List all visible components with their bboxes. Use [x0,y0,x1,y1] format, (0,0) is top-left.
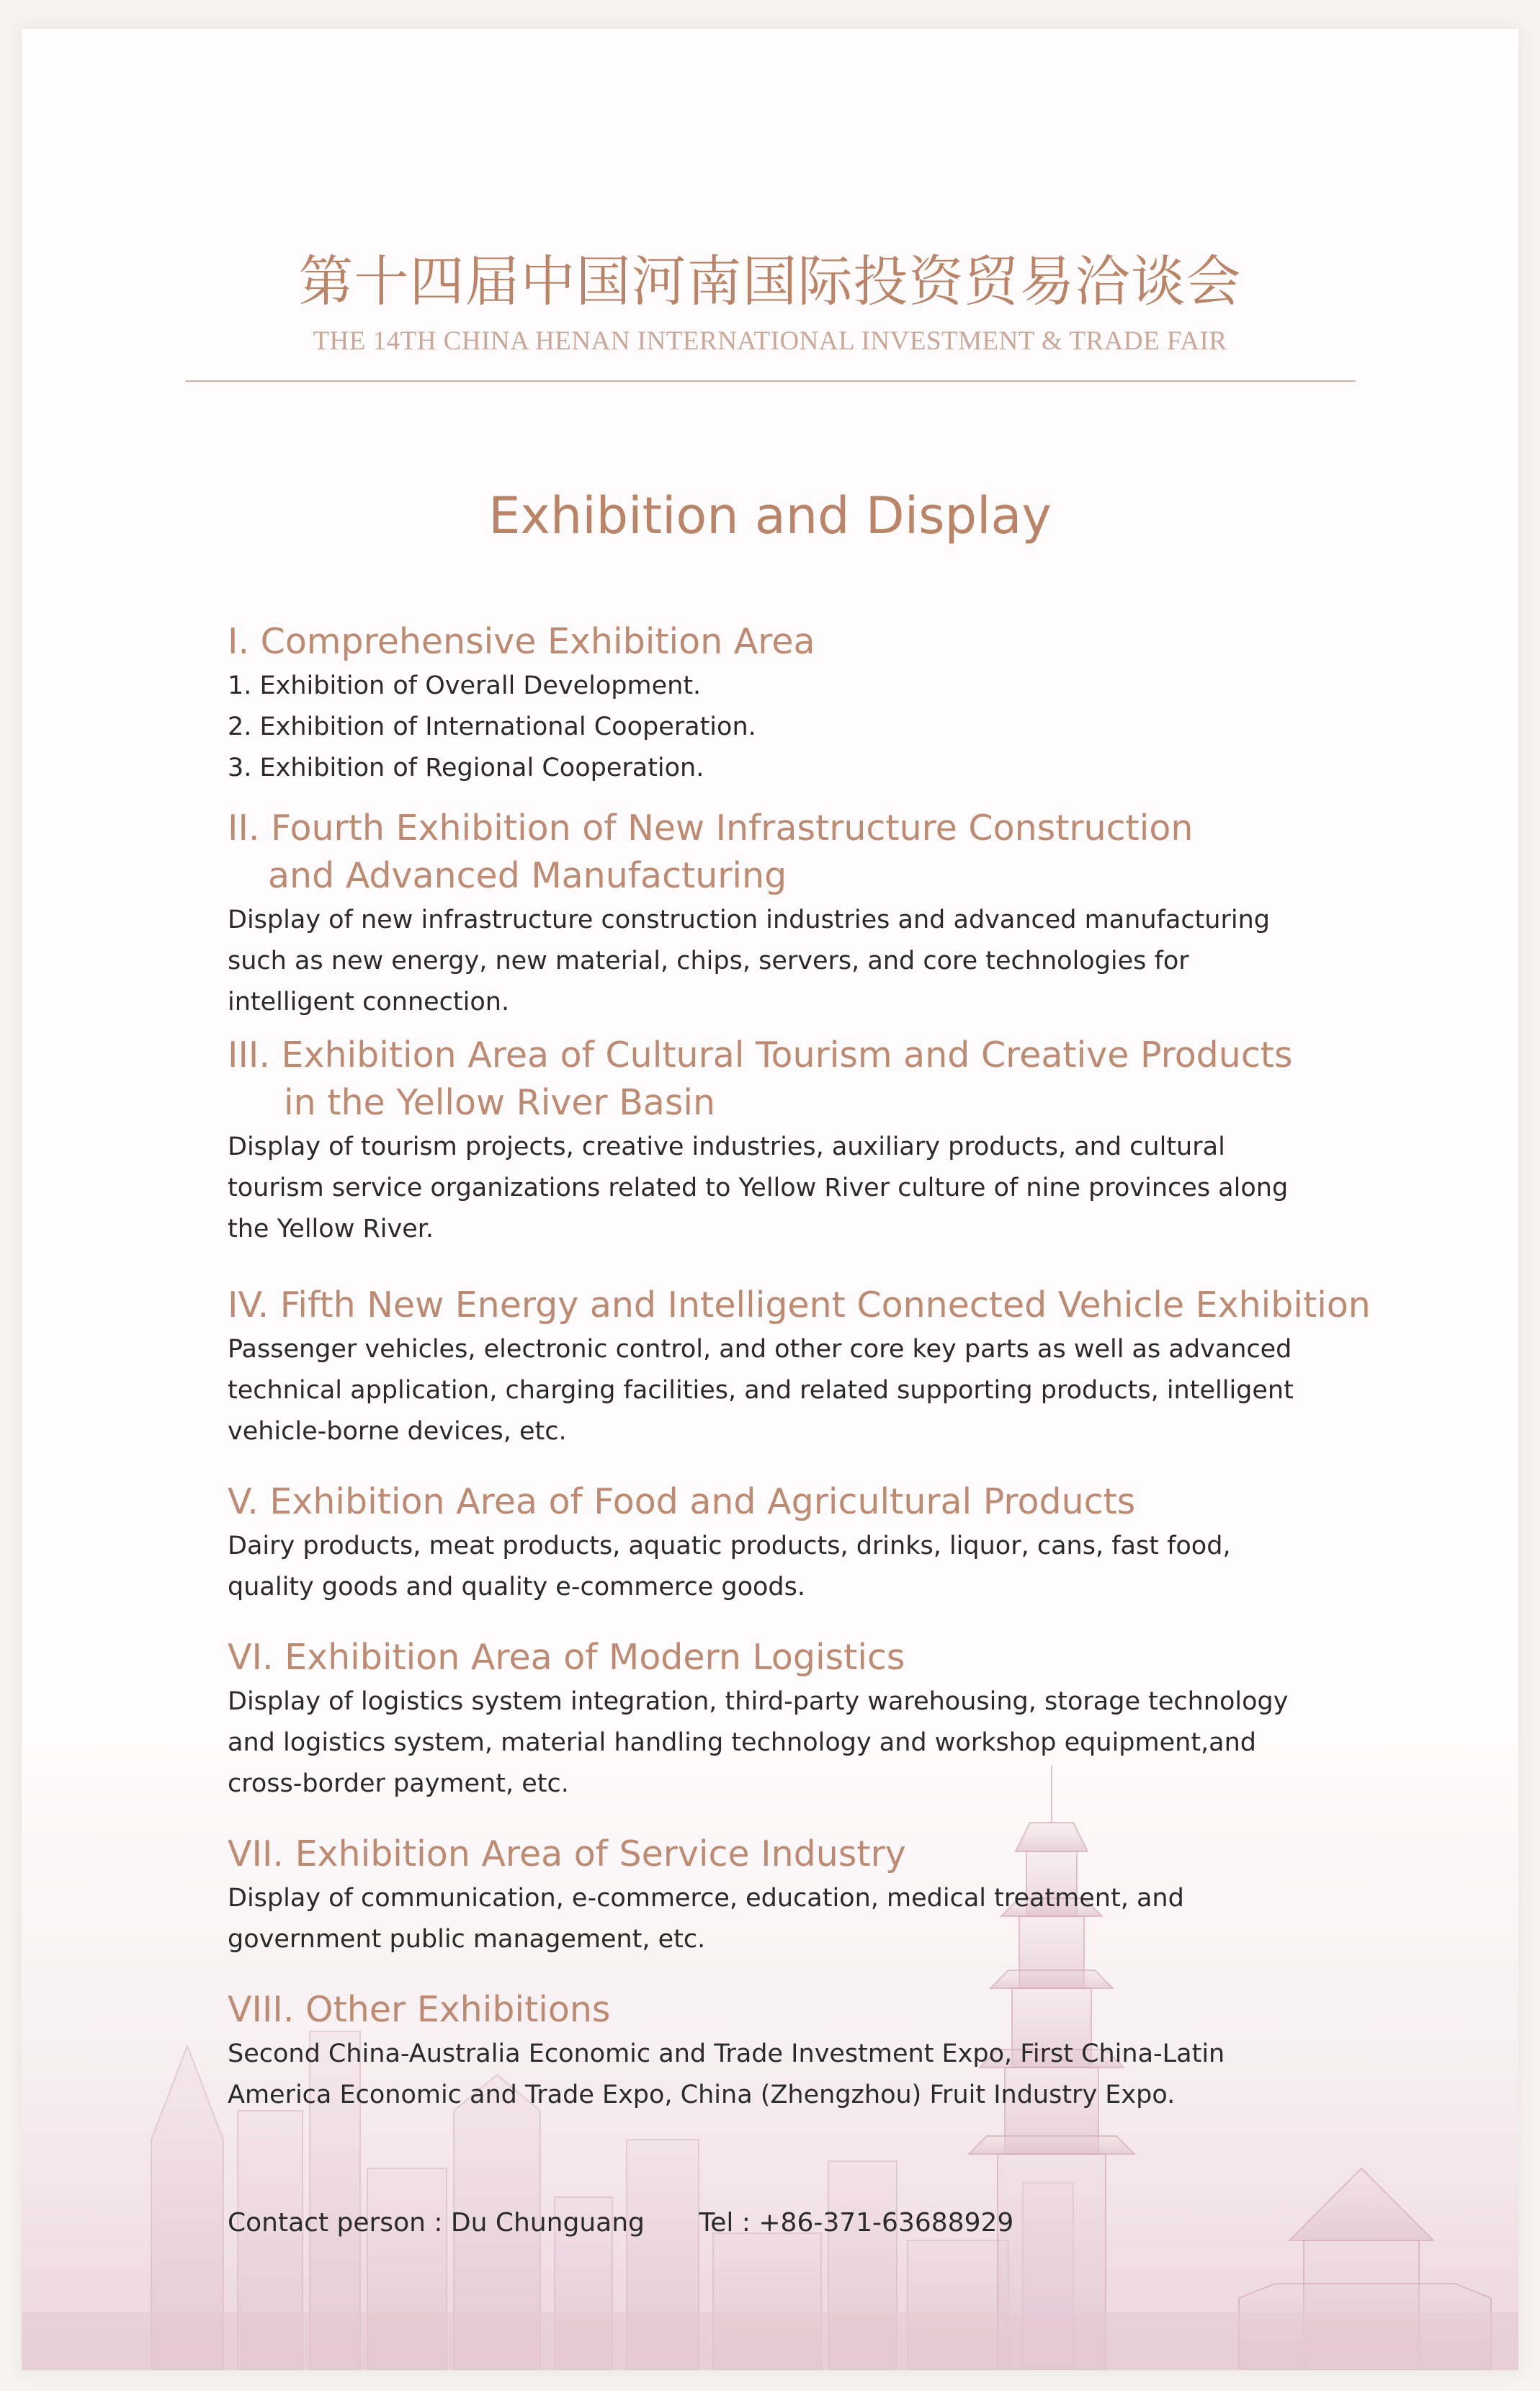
fair-title-english: THE 14TH CHINA HENAN INTERNATIONAL INVESTMENT & TRADE FAIR [313,326,1227,356]
list-item: 1. Exhibition of Overall Development. [228,671,702,700]
contact-info [228,2208,1013,2238]
section-new-energy-vehicle [228,1282,1371,1452]
section-heading-line1: III. Exhibition Area of Cultural Tourism and Creative Products [228,1034,1293,1076]
section-items [228,666,1322,789]
contact-phone: Tel : +86-371-63688929 [699,2208,1014,2238]
section-body: Display of new infrastructure construction industries and advanced manufacturing such as new energy, new material, chips, servers, and core technologies for intelligent connection. [228,906,1270,1016]
list-item: 2. Exhibition of International Cooperation. [228,712,756,741]
page-title: Exhibition and Display [488,486,1052,545]
section-body: Second China-Australia Economic and Trade Investment Expo, First China-Latin America Economic and Trade Expo, China (Zhengzhou) Fruit Industry Expo. [228,2039,1225,2109]
section-body: Passenger vehicles, electronic control, and other core key parts as well as advanced technical application, charging facilities, and related supporting products, intelligent vehicle-borne devices, etc. [228,1335,1294,1446]
list-item: 3. Exhibition of Regional Cooperation. [228,754,704,782]
section-service-industry [228,1831,1322,1960]
header-divider [186,380,1356,382]
page [22,29,1518,2370]
section-body: Display of logistics system integration, third-party warehousing, storage technology and logistics system, material handling technology and workshop equipment,and cross-border payment, etc. [228,1687,1289,1798]
section-heading-line2: and Advanced Manufacturing [268,855,787,896]
section-heading: VIII. Other Exhibitions [228,1989,611,2030]
section-heading: VI. Exhibition Area of Modern Logistics [228,1637,905,1678]
section-heading [228,805,1322,900]
fair-title-chinese: 第十四届中国河南国际投资贸易洽谈会 [298,249,1242,313]
section-comprehensive [228,618,1322,789]
section-body: Display of tourism projects, creative industries, auxiliary products, and cultural tourism service organizations related to Yellow River culture of nine provinces along the Yellow River. [228,1132,1289,1243]
section-heading: VII. Exhibition Area of Service Industry [228,1833,906,1874]
section-food-agriculture [228,1478,1322,1608]
section-heading: I. Comprehensive Exhibition Area [228,621,815,662]
section-heading: V. Exhibition Area of Food and Agricultural Products [228,1481,1136,1522]
section-modern-logistics [228,1634,1322,1805]
section-heading: IV. Fifth New Energy and Intelligent Connected Vehicle Exhibition [228,1284,1371,1326]
section-heading [228,1032,1322,1127]
section-heading-line2: in the Yellow River Basin [284,1082,716,1123]
sections-list [228,618,1371,2116]
section-cultural-tourism [228,1032,1322,1250]
section-new-infrastructure [228,805,1322,1023]
section-other-exhibitions [228,1986,1322,2116]
section-body: Dairy products, meat products, aquatic products, drinks, liquor, cans, fast food, quality goods and quality e-commerce goods. [228,1532,1231,1601]
contact-person: Contact person : Du Chunguang [228,2208,645,2238]
section-body: Display of communication, e-commerce, education, medical treatment, and government public management, etc. [228,1884,1184,1954]
section-heading-line1: II. Fourth Exhibition of New Infrastructure Construction [228,808,1194,849]
